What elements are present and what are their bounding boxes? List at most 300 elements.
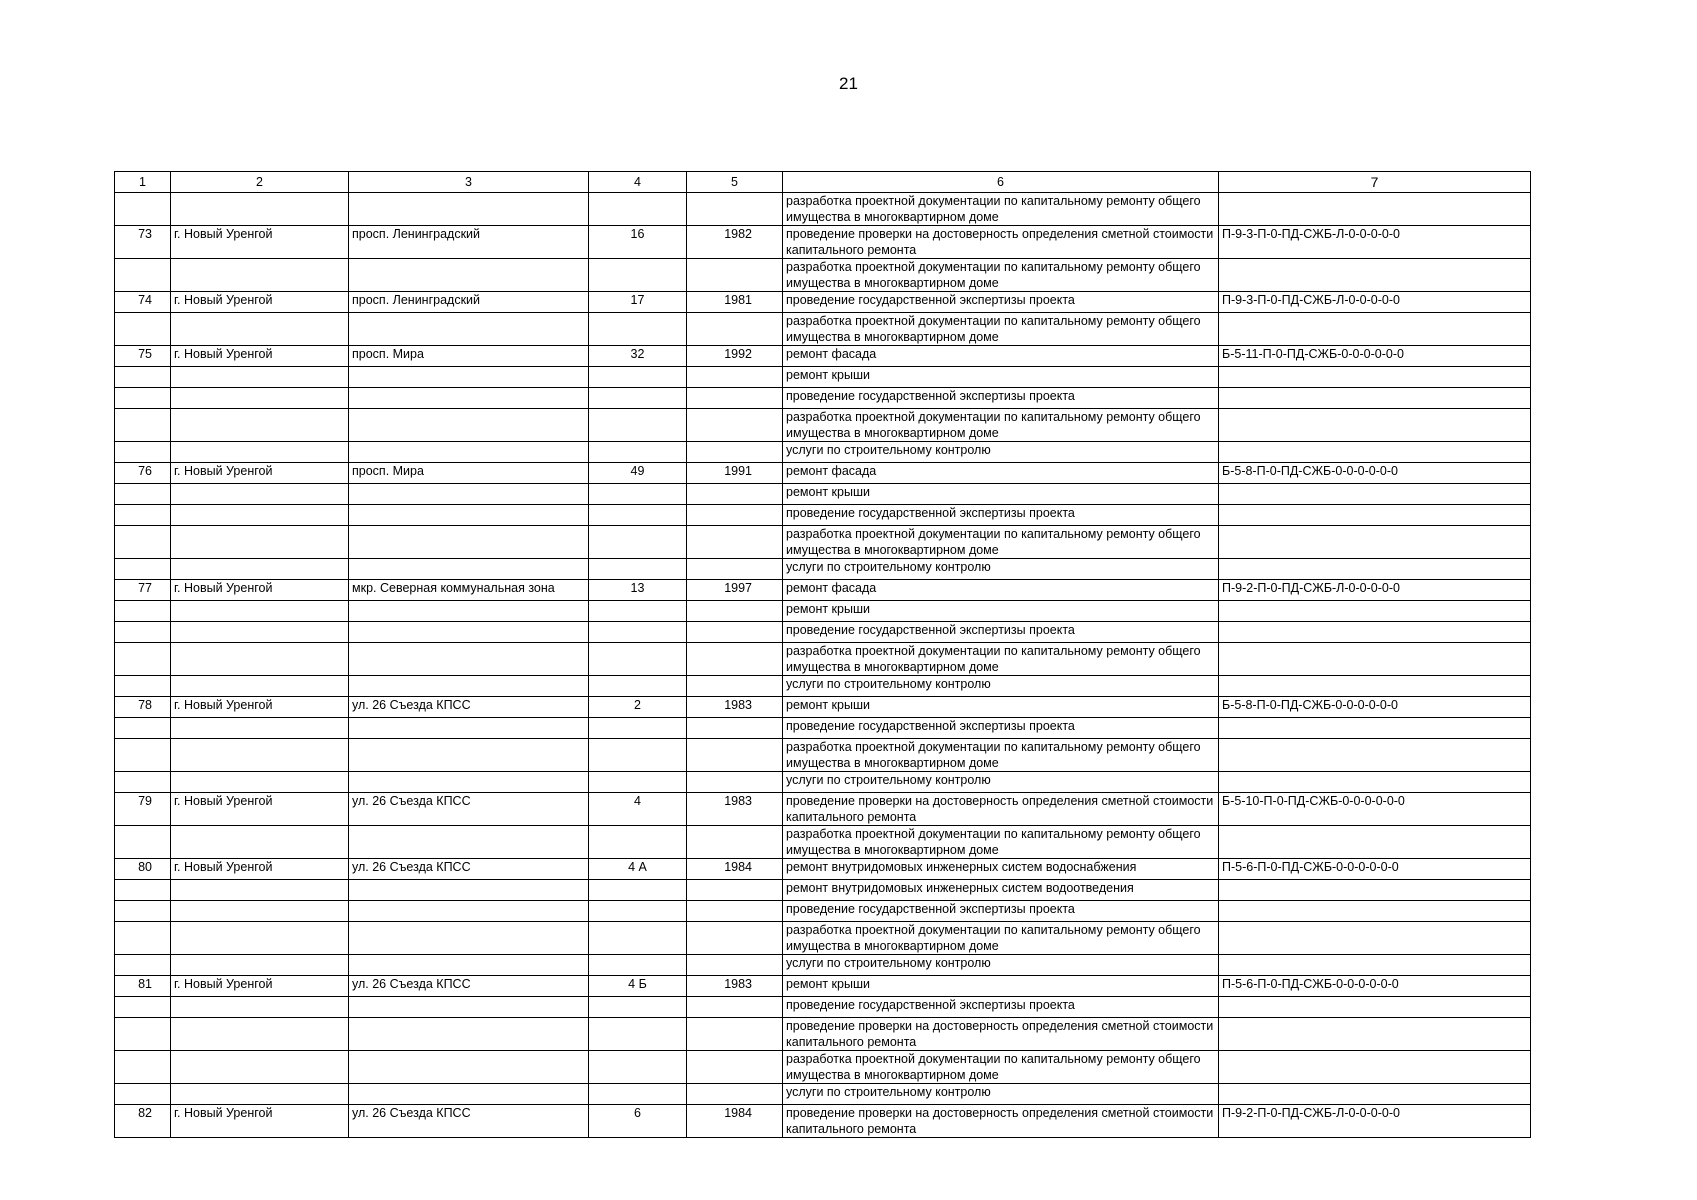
year-cell	[687, 1018, 783, 1051]
num-cell	[115, 526, 171, 559]
city-cell	[171, 1084, 349, 1105]
table-row	[115, 772, 1531, 793]
year-cell	[687, 526, 783, 559]
table-row	[115, 1084, 1531, 1105]
year-cell	[687, 193, 783, 226]
table-row	[115, 346, 1531, 367]
house-cell	[589, 409, 687, 442]
table-row	[115, 505, 1531, 526]
street-cell	[349, 643, 589, 676]
num-cell: 76	[115, 463, 171, 484]
year-cell: 1982	[687, 226, 783, 259]
num-cell	[115, 409, 171, 442]
street-cell	[349, 1018, 589, 1051]
num-cell: 81	[115, 976, 171, 997]
street-cell	[349, 409, 589, 442]
code-cell	[1219, 739, 1531, 772]
num-cell	[115, 676, 171, 697]
num-cell	[115, 922, 171, 955]
year-cell: 1983	[687, 976, 783, 997]
street-cell: ул. 26 Съезда КПСС	[349, 697, 589, 718]
work-cell: проведение государственной экспертизы проекта	[783, 505, 1219, 526]
year-cell	[687, 739, 783, 772]
num-cell	[115, 1018, 171, 1051]
year-cell: 1992	[687, 346, 783, 367]
table-row	[115, 226, 1531, 259]
year-cell: 1981	[687, 292, 783, 313]
num-cell	[115, 880, 171, 901]
num-cell: 79	[115, 793, 171, 826]
city-cell: г. Новый Уренгой	[171, 346, 349, 367]
header-cell: 7	[1219, 172, 1531, 193]
code-cell	[1219, 526, 1531, 559]
table-row	[115, 859, 1531, 880]
house-cell: 16	[589, 226, 687, 259]
house-cell	[589, 442, 687, 463]
city-cell	[171, 601, 349, 622]
num-cell	[115, 772, 171, 793]
work-cell: проведение проверки на достоверность определения сметной стоимости капитального ремонта	[783, 226, 1219, 259]
house-cell	[589, 901, 687, 922]
city-cell: г. Новый Уренгой	[171, 859, 349, 880]
header-cell: 1	[115, 172, 171, 193]
work-cell: проведение государственной экспертизы проекта	[783, 622, 1219, 643]
num-cell	[115, 601, 171, 622]
table-row	[115, 826, 1531, 859]
street-cell: просп. Ленинградский	[349, 292, 589, 313]
table-row	[115, 622, 1531, 643]
code-cell	[1219, 601, 1531, 622]
year-cell	[687, 718, 783, 739]
work-cell: ремонт крыши	[783, 976, 1219, 997]
street-cell	[349, 718, 589, 739]
num-cell: 82	[115, 1105, 171, 1138]
table-row	[115, 922, 1531, 955]
city-cell: г. Новый Уренгой	[171, 580, 349, 601]
table-row	[115, 442, 1531, 463]
work-cell: ремонт крыши	[783, 367, 1219, 388]
work-cell: ремонт крыши	[783, 601, 1219, 622]
page-number: 21	[839, 74, 858, 93]
work-cell: услуги по строительному контролю	[783, 772, 1219, 793]
street-cell: мкр. Северная коммунальная зона	[349, 580, 589, 601]
header-row	[115, 172, 1531, 193]
house-cell: 6	[589, 1105, 687, 1138]
table-row	[115, 484, 1531, 505]
house-cell	[589, 676, 687, 697]
city-cell: г. Новый Уренгой	[171, 463, 349, 484]
street-cell	[349, 559, 589, 580]
street-cell	[349, 526, 589, 559]
work-cell: услуги по строительному контролю	[783, 559, 1219, 580]
code-cell	[1219, 484, 1531, 505]
house-cell	[589, 484, 687, 505]
table-row	[115, 292, 1531, 313]
street-cell	[349, 367, 589, 388]
num-cell	[115, 739, 171, 772]
city-cell	[171, 676, 349, 697]
table-row	[115, 739, 1531, 772]
work-cell: ремонт фасада	[783, 580, 1219, 601]
street-cell	[349, 484, 589, 505]
city-cell	[171, 643, 349, 676]
house-cell	[589, 1018, 687, 1051]
work-cell: услуги по строительному контролю	[783, 955, 1219, 976]
work-cell: услуги по строительному контролю	[783, 442, 1219, 463]
street-cell	[349, 955, 589, 976]
code-cell: П-5-6-П-0-ПД-СЖБ-0-0-0-0-0-0	[1219, 976, 1531, 997]
house-cell: 4	[589, 793, 687, 826]
code-cell	[1219, 409, 1531, 442]
table-row	[115, 1018, 1531, 1051]
code-cell: П-5-6-П-0-ПД-СЖБ-0-0-0-0-0-0	[1219, 859, 1531, 880]
house-cell	[589, 559, 687, 580]
table-row	[115, 976, 1531, 997]
city-cell	[171, 922, 349, 955]
year-cell	[687, 1084, 783, 1105]
city-cell	[171, 388, 349, 409]
code-cell	[1219, 880, 1531, 901]
work-cell: ремонт фасада	[783, 346, 1219, 367]
code-cell	[1219, 922, 1531, 955]
house-cell	[589, 1051, 687, 1084]
header-cell: 2	[171, 172, 349, 193]
code-cell	[1219, 442, 1531, 463]
house-cell: 2	[589, 697, 687, 718]
table-row	[115, 793, 1531, 826]
work-cell: проведение проверки на достоверность определения сметной стоимости капитального ремонта	[783, 1105, 1219, 1138]
city-cell	[171, 997, 349, 1018]
work-cell: разработка проектной документации по капитальному ремонту общего имущества в многоквартирном доме	[783, 193, 1219, 226]
code-cell	[1219, 388, 1531, 409]
work-cell: ремонт крыши	[783, 697, 1219, 718]
num-cell	[115, 193, 171, 226]
year-cell: 1984	[687, 859, 783, 880]
house-cell	[589, 505, 687, 526]
num-cell	[115, 643, 171, 676]
street-cell	[349, 193, 589, 226]
city-cell: г. Новый Уренгой	[171, 226, 349, 259]
city-cell	[171, 880, 349, 901]
code-cell	[1219, 901, 1531, 922]
street-cell	[349, 997, 589, 1018]
year-cell	[687, 409, 783, 442]
code-cell	[1219, 313, 1531, 346]
city-cell	[171, 442, 349, 463]
house-cell	[589, 259, 687, 292]
city-cell	[171, 193, 349, 226]
year-cell	[687, 901, 783, 922]
work-cell: разработка проектной документации по капитальному ремонту общего имущества в многоквартирном доме	[783, 526, 1219, 559]
code-cell	[1219, 955, 1531, 976]
code-cell	[1219, 505, 1531, 526]
num-cell: 80	[115, 859, 171, 880]
city-cell	[171, 1051, 349, 1084]
year-cell	[687, 484, 783, 505]
table-row	[115, 643, 1531, 676]
table-row	[115, 259, 1531, 292]
code-cell: П-9-3-П-0-ПД-СЖБ-Л-0-0-0-0-0	[1219, 292, 1531, 313]
house-cell	[589, 313, 687, 346]
year-cell	[687, 676, 783, 697]
city-cell	[171, 718, 349, 739]
work-cell: ремонт крыши	[783, 484, 1219, 505]
code-cell	[1219, 997, 1531, 1018]
work-cell: разработка проектной документации по капитальному ремонту общего имущества в многоквартирном доме	[783, 922, 1219, 955]
code-cell: Б-5-8-П-0-ПД-СЖБ-0-0-0-0-0-0	[1219, 697, 1531, 718]
work-cell: разработка проектной документации по капитальному ремонту общего имущества в многоквартирном доме	[783, 739, 1219, 772]
year-cell	[687, 559, 783, 580]
num-cell	[115, 1084, 171, 1105]
table-row	[115, 1105, 1531, 1138]
num-cell	[115, 484, 171, 505]
city-cell	[171, 313, 349, 346]
street-cell	[349, 739, 589, 772]
code-cell	[1219, 622, 1531, 643]
city-cell: г. Новый Уренгой	[171, 697, 349, 718]
header-cell: 3	[349, 172, 589, 193]
num-cell	[115, 718, 171, 739]
year-cell	[687, 313, 783, 346]
street-cell	[349, 676, 589, 697]
work-cell: ремонт фасада	[783, 463, 1219, 484]
num-cell: 73	[115, 226, 171, 259]
num-cell: 74	[115, 292, 171, 313]
house-cell	[589, 922, 687, 955]
work-cell: разработка проектной документации по капитальному ремонту общего имущества в многоквартирном доме	[783, 409, 1219, 442]
house-cell	[589, 193, 687, 226]
header-cell: 5	[687, 172, 783, 193]
work-cell: разработка проектной документации по капитальному ремонту общего имущества в многоквартирном доме	[783, 643, 1219, 676]
house-cell: 13	[589, 580, 687, 601]
num-cell	[115, 997, 171, 1018]
city-cell	[171, 367, 349, 388]
street-cell: ул. 26 Съезда КПСС	[349, 859, 589, 880]
house-cell	[589, 955, 687, 976]
city-cell	[171, 622, 349, 643]
year-cell	[687, 505, 783, 526]
year-cell	[687, 772, 783, 793]
work-cell: ремонт внутридомовых инженерных систем водоотведения	[783, 880, 1219, 901]
code-cell	[1219, 718, 1531, 739]
num-cell	[115, 259, 171, 292]
house-cell	[589, 1084, 687, 1105]
city-cell	[171, 739, 349, 772]
year-cell	[687, 259, 783, 292]
year-cell	[687, 601, 783, 622]
city-cell: г. Новый Уренгой	[171, 1105, 349, 1138]
num-cell	[115, 955, 171, 976]
house-cell	[589, 718, 687, 739]
year-cell	[687, 367, 783, 388]
num-cell	[115, 442, 171, 463]
code-cell	[1219, 772, 1531, 793]
house-cell: 17	[589, 292, 687, 313]
street-cell: ул. 26 Съезда КПСС	[349, 1105, 589, 1138]
table-row	[115, 193, 1531, 226]
house-cell	[589, 622, 687, 643]
year-cell	[687, 442, 783, 463]
work-cell: проведение проверки на достоверность определения сметной стоимости капитального ремонта	[783, 1018, 1219, 1051]
table-row	[115, 697, 1531, 718]
city-cell	[171, 826, 349, 859]
house-cell	[589, 826, 687, 859]
city-cell	[171, 259, 349, 292]
code-cell: Б-5-10-П-0-ПД-СЖБ-0-0-0-0-0-0	[1219, 793, 1531, 826]
work-cell: услуги по строительному контролю	[783, 676, 1219, 697]
street-cell	[349, 772, 589, 793]
house-cell	[589, 601, 687, 622]
code-cell: П-9-2-П-0-ПД-СЖБ-Л-0-0-0-0-0	[1219, 580, 1531, 601]
header-cell: 4	[589, 172, 687, 193]
code-cell: Б-5-8-П-0-ПД-СЖБ-0-0-0-0-0-0	[1219, 463, 1531, 484]
street-cell: ул. 26 Съезда КПСС	[349, 976, 589, 997]
city-cell	[171, 1018, 349, 1051]
street-cell	[349, 826, 589, 859]
house-cell	[589, 880, 687, 901]
year-cell	[687, 880, 783, 901]
street-cell	[349, 313, 589, 346]
num-cell	[115, 313, 171, 346]
code-cell: П-9-3-П-0-ПД-СЖБ-Л-0-0-0-0-0	[1219, 226, 1531, 259]
year-cell: 1997	[687, 580, 783, 601]
table-row	[115, 676, 1531, 697]
city-cell: г. Новый Уренгой	[171, 976, 349, 997]
table-row	[115, 388, 1531, 409]
year-cell: 1991	[687, 463, 783, 484]
year-cell	[687, 997, 783, 1018]
table-row	[115, 901, 1531, 922]
street-cell	[349, 442, 589, 463]
year-cell	[687, 955, 783, 976]
city-cell	[171, 484, 349, 505]
street-cell	[349, 388, 589, 409]
house-cell	[589, 643, 687, 676]
city-cell: г. Новый Уренгой	[171, 793, 349, 826]
table-row	[115, 580, 1531, 601]
table-row	[115, 955, 1531, 976]
table-row	[115, 880, 1531, 901]
street-cell: просп. Мира	[349, 463, 589, 484]
code-cell	[1219, 559, 1531, 580]
street-cell	[349, 922, 589, 955]
year-cell	[687, 643, 783, 676]
code-cell	[1219, 367, 1531, 388]
year-cell	[687, 388, 783, 409]
year-cell: 1983	[687, 697, 783, 718]
house-cell: 49	[589, 463, 687, 484]
table-row	[115, 1051, 1531, 1084]
house-cell: 4 А	[589, 859, 687, 880]
table-row	[115, 997, 1531, 1018]
repair-table	[114, 171, 1531, 1138]
city-cell	[171, 901, 349, 922]
work-cell: проведение государственной экспертизы проекта	[783, 901, 1219, 922]
work-cell: услуги по строительному контролю	[783, 1084, 1219, 1105]
street-cell	[349, 622, 589, 643]
year-cell	[687, 1051, 783, 1084]
work-cell: проведение государственной экспертизы проекта	[783, 718, 1219, 739]
num-cell	[115, 559, 171, 580]
code-cell: Б-5-11-П-0-ПД-СЖБ-0-0-0-0-0-0	[1219, 346, 1531, 367]
street-cell	[349, 1084, 589, 1105]
table-row	[115, 409, 1531, 442]
house-cell: 4 Б	[589, 976, 687, 997]
code-cell	[1219, 676, 1531, 697]
num-cell	[115, 505, 171, 526]
city-cell	[171, 559, 349, 580]
house-cell	[589, 388, 687, 409]
street-cell: просп. Мира	[349, 346, 589, 367]
city-cell	[171, 526, 349, 559]
num-cell	[115, 901, 171, 922]
work-cell: разработка проектной документации по капитальному ремонту общего имущества в многоквартирном доме	[783, 259, 1219, 292]
street-cell	[349, 505, 589, 526]
street-cell	[349, 1051, 589, 1084]
header-cell: 6	[783, 172, 1219, 193]
code-cell: П-9-2-П-0-ПД-СЖБ-Л-0-0-0-0-0	[1219, 1105, 1531, 1138]
table-row	[115, 718, 1531, 739]
street-cell: просп. Ленинградский	[349, 226, 589, 259]
house-cell: 32	[589, 346, 687, 367]
num-cell: 78	[115, 697, 171, 718]
table-row	[115, 313, 1531, 346]
code-cell	[1219, 1084, 1531, 1105]
num-cell	[115, 367, 171, 388]
work-cell: проведение проверки на достоверность определения сметной стоимости капитального ремонта	[783, 793, 1219, 826]
num-cell	[115, 622, 171, 643]
code-cell	[1219, 1018, 1531, 1051]
code-cell	[1219, 826, 1531, 859]
work-cell: проведение государственной экспертизы проекта	[783, 997, 1219, 1018]
table-row	[115, 559, 1531, 580]
work-cell: проведение государственной экспертизы проекта	[783, 292, 1219, 313]
street-cell	[349, 259, 589, 292]
house-cell	[589, 997, 687, 1018]
city-cell: г. Новый Уренгой	[171, 292, 349, 313]
city-cell	[171, 772, 349, 793]
house-cell	[589, 739, 687, 772]
street-cell	[349, 880, 589, 901]
work-cell: проведение государственной экспертизы проекта	[783, 388, 1219, 409]
work-cell: ремонт внутридомовых инженерных систем водоснабжения	[783, 859, 1219, 880]
num-cell: 75	[115, 346, 171, 367]
table-row	[115, 463, 1531, 484]
year-cell: 1984	[687, 1105, 783, 1138]
table-row	[115, 601, 1531, 622]
code-cell	[1219, 643, 1531, 676]
city-cell	[171, 505, 349, 526]
num-cell	[115, 388, 171, 409]
code-cell	[1219, 1051, 1531, 1084]
house-cell	[589, 367, 687, 388]
table-row	[115, 367, 1531, 388]
street-cell: ул. 26 Съезда КПСС	[349, 793, 589, 826]
year-cell	[687, 922, 783, 955]
city-cell	[171, 955, 349, 976]
code-cell	[1219, 259, 1531, 292]
num-cell	[115, 826, 171, 859]
work-cell: разработка проектной документации по капитальному ремонту общего имущества в многоквартирном доме	[783, 826, 1219, 859]
num-cell: 77	[115, 580, 171, 601]
house-cell	[589, 772, 687, 793]
work-cell: разработка проектной документации по капитальному ремонту общего имущества в многоквартирном доме	[783, 313, 1219, 346]
city-cell	[171, 409, 349, 442]
year-cell: 1983	[687, 793, 783, 826]
year-cell	[687, 622, 783, 643]
house-cell	[589, 526, 687, 559]
street-cell	[349, 601, 589, 622]
